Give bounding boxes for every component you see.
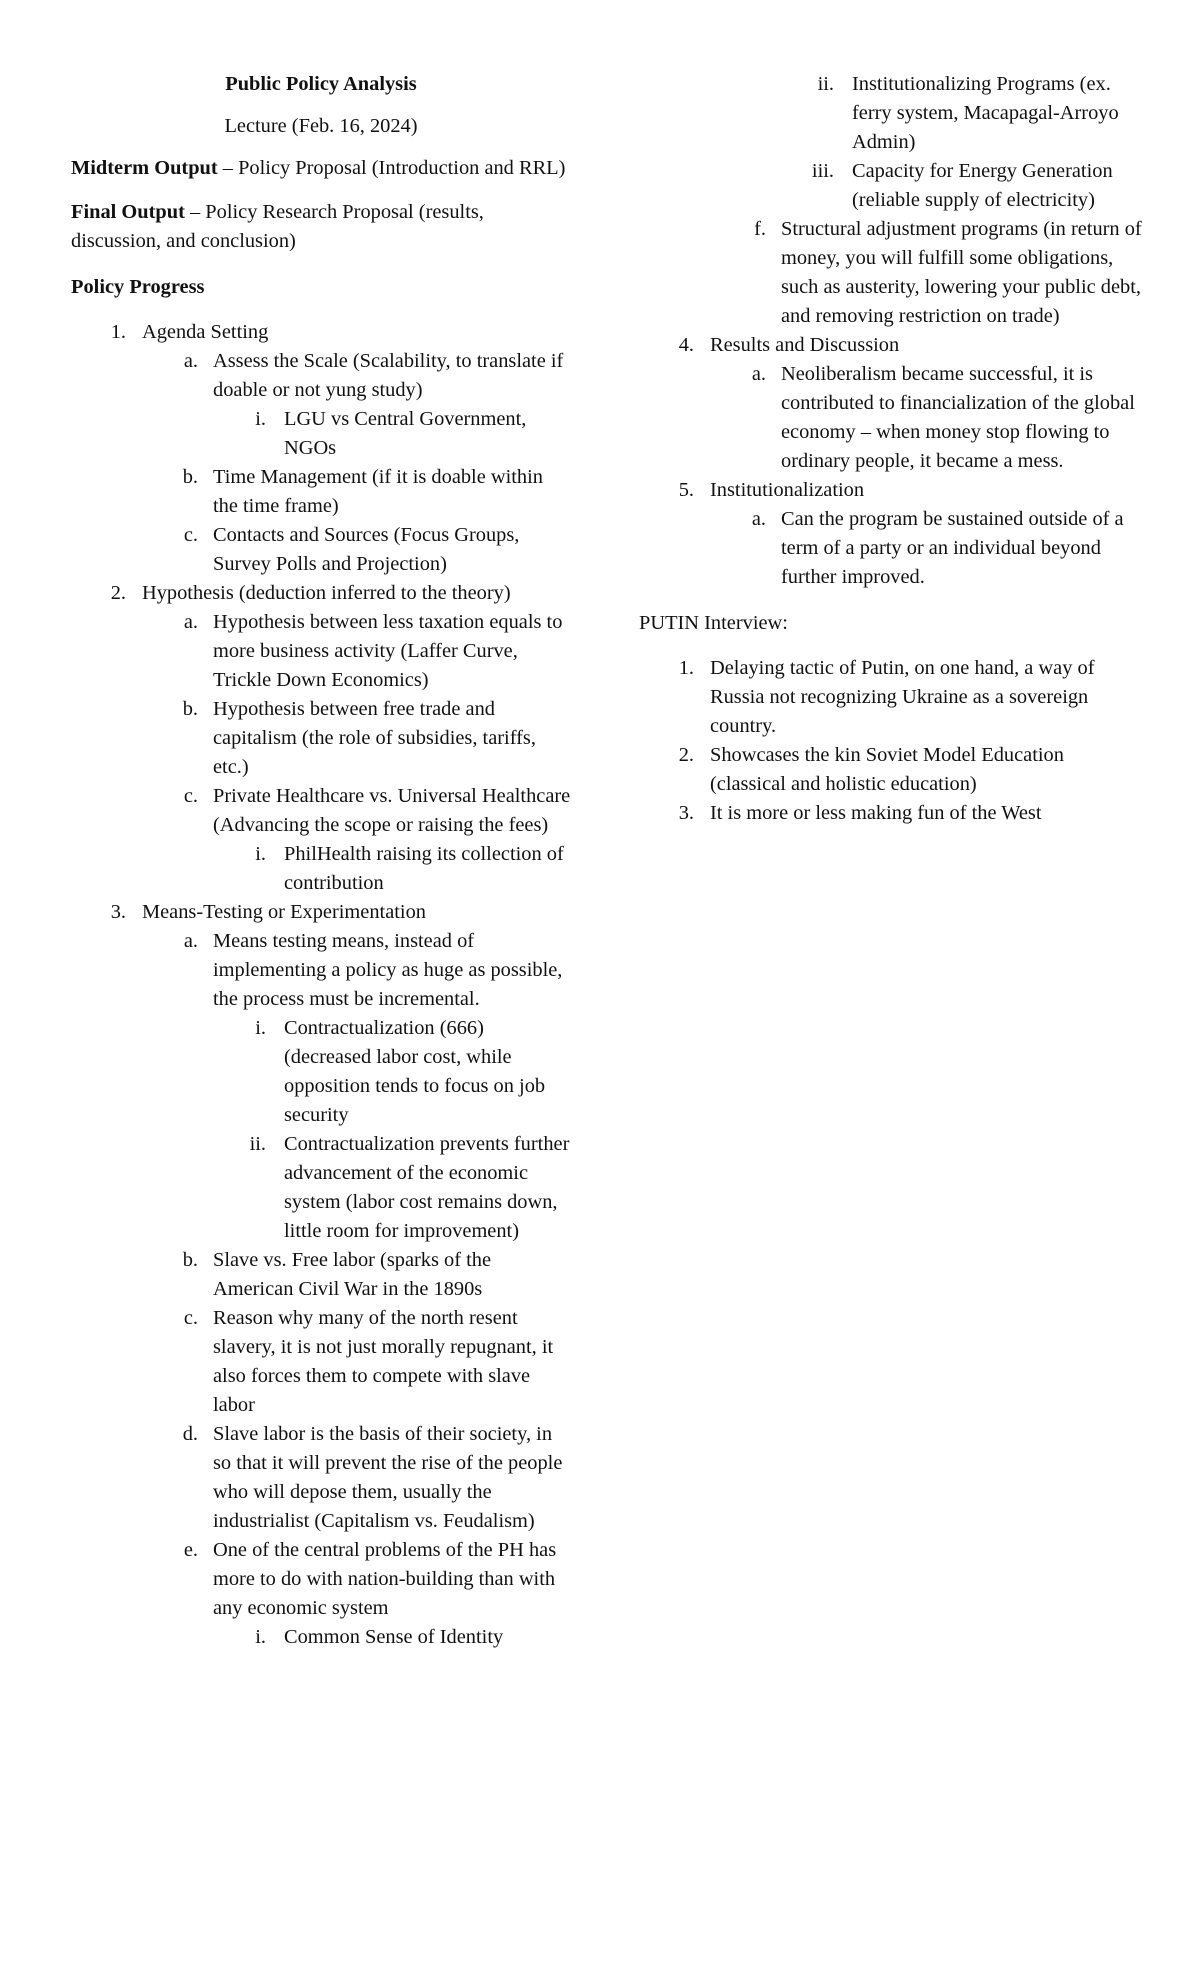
list-marker: 4.	[678, 334, 694, 356]
list-item-text: Reason why many of the north resent slavery, it is not just morally repugnant, it also forces them to compete with slave labor	[213, 1307, 554, 1416]
list-item-text: Institutionalizing Programs (ex. ferry system, Macapagal-Arroyo Admin)	[852, 73, 1119, 153]
list-item-text: Means testing means, instead of implementing a policy as huge as possible, the process must be incremental.	[213, 930, 563, 1010]
list-item	[71, 463, 571, 521]
list-marker: ii.	[817, 73, 834, 95]
list-item	[639, 654, 1144, 741]
list-item	[71, 695, 571, 782]
section-heading: Policy Progress	[71, 276, 205, 298]
list-marker: 1.	[110, 321, 126, 343]
list-item-text: Delaying tactic of Putin, on one hand, a way of Russia not recognizing Ukraine as a sovereign country.	[710, 657, 1095, 737]
list-item-text: Slave labor is the basis of their society, in so that it will prevent the rise of the people who will depose them, usually the industrialist (Capitalism vs. Feudalism)	[213, 1423, 563, 1532]
list-item	[71, 1536, 571, 1623]
list-item-text: Contractualization (666) (decreased labor cost, while opposition tends to focus on job security	[284, 1017, 546, 1126]
midterm-output-label: Midterm Output	[71, 157, 218, 179]
list-item	[71, 347, 571, 405]
final-output-label: Final Output	[71, 201, 185, 223]
list-item	[639, 157, 1144, 215]
list-item	[639, 476, 1144, 505]
list-item	[639, 215, 1144, 331]
list-item-text: Capacity for Energy Generation (reliable supply of electricity)	[852, 160, 1113, 211]
list-item	[71, 579, 571, 608]
left-column	[71, 70, 571, 1652]
list-marker: 3.	[110, 901, 126, 923]
list-marker: i.	[255, 1017, 266, 1039]
list-item	[639, 505, 1144, 592]
list-marker: 2.	[678, 744, 694, 766]
list-marker: i.	[255, 843, 266, 865]
list-item-text: Hypothesis between free trade and capitalism (the role of subsidies, tariffs, etc.)	[213, 698, 536, 778]
list-item-text: Common Sense of Identity	[284, 1626, 504, 1648]
list-item	[639, 799, 1144, 828]
midterm-output-text: – Policy Proposal (Introduction and RRL)	[217, 157, 566, 179]
putin-interview-list	[639, 654, 1144, 828]
list-item-text: Neoliberalism became successful, it is contributed to financialization of the global economy – when money stop flowing to ordinary people, it became a mess.	[781, 363, 1135, 472]
list-item	[71, 1014, 571, 1130]
list-marker: f.	[754, 218, 766, 240]
policy-progress-list	[71, 318, 571, 1652]
list-item	[71, 840, 571, 898]
list-marker: 2.	[110, 582, 126, 604]
list-item	[71, 927, 571, 1014]
list-marker: ii.	[249, 1133, 266, 1155]
list-item	[71, 1420, 571, 1536]
list-item-text: Contacts and Sources (Focus Groups, Survey Polls and Projection)	[213, 524, 520, 575]
list-item	[639, 741, 1144, 799]
list-item	[639, 70, 1144, 157]
list-item	[71, 1246, 571, 1304]
list-marker: 5.	[678, 479, 694, 501]
list-item	[71, 1130, 571, 1246]
list-item-text: Structural adjustment programs (in return of money, you will fulfill some obligations, such as austerity, lowering your public debt, and removing restriction on trade)	[781, 218, 1142, 327]
list-marker: a.	[183, 930, 198, 952]
list-item-text: Contractualization prevents further advancement of the economic system (labor cost remains down, little room for improvement)	[284, 1133, 570, 1242]
list-marker: c.	[183, 1307, 198, 1329]
list-marker: 1.	[678, 657, 694, 679]
list-item	[71, 405, 571, 463]
lecture-date: Lecture (Feb. 16, 2024)	[224, 115, 418, 137]
list-item	[71, 608, 571, 695]
list-item-text: Hypothesis between less taxation equals to more business activity (Laffer Curve, Trickle Down Economics)	[213, 611, 563, 691]
list-item-text: Agenda Setting	[142, 321, 269, 343]
list-marker: i.	[255, 408, 266, 430]
list-marker: b.	[182, 698, 198, 720]
list-item-text: Hypothesis (deduction inferred to the theory)	[142, 582, 511, 604]
list-item-text: One of the central problems of the PH has more to do with nation-building than with any economic system	[213, 1539, 557, 1619]
list-marker: b.	[182, 466, 198, 488]
list-item	[71, 521, 571, 579]
list-item-text: LGU vs Central Government, NGOs	[284, 408, 527, 459]
list-marker: d.	[182, 1423, 198, 1445]
page-title: Public Policy Analysis	[225, 73, 417, 95]
list-marker: e.	[183, 1539, 198, 1561]
list-item-text: It is more or less making fun of the West	[710, 802, 1042, 824]
right-column	[639, 70, 1144, 828]
list-item	[639, 331, 1144, 360]
list-marker: b.	[182, 1249, 198, 1271]
list-marker: a.	[751, 508, 766, 530]
list-item	[71, 1304, 571, 1420]
list-marker: i.	[255, 1626, 266, 1648]
final-output-text: – Policy Research Proposal (results, discussion, and conclusion)	[71, 201, 484, 252]
list-item-text: Time Management (if it is doable within the time frame)	[213, 466, 543, 517]
list-item	[71, 898, 571, 927]
list-marker: c.	[183, 524, 198, 546]
list-marker: a.	[183, 611, 198, 633]
policy-progress-list-continued	[639, 70, 1144, 592]
list-item-text: PhilHealth raising its collection of contribution	[284, 843, 564, 894]
list-item	[639, 360, 1144, 476]
list-item-text: Results and Discussion	[710, 334, 900, 356]
list-item-text: Can the program be sustained outside of a term of a party or an individual beyond further improved.	[781, 508, 1124, 588]
putin-heading: PUTIN Interview:	[639, 612, 788, 634]
midterm-output	[71, 154, 571, 183]
list-item	[71, 1623, 571, 1652]
list-item-text: Institutionalization	[710, 479, 865, 501]
list-item-text: Slave vs. Free labor (sparks of the American Civil War in the 1890s	[213, 1249, 492, 1300]
list-item	[71, 318, 571, 347]
list-item-text: Private Healthcare vs. Universal Healthcare (Advancing the scope or raising the fees)	[213, 785, 571, 836]
list-item	[71, 782, 571, 840]
final-output	[71, 198, 571, 256]
list-item-text: Assess the Scale (Scalability, to translate if doable or not yung study)	[213, 350, 564, 401]
list-marker: a.	[183, 350, 198, 372]
list-marker: a.	[751, 363, 766, 385]
list-item-text: Showcases the kin Soviet Model Education (classical and holistic education)	[710, 744, 1064, 795]
list-marker: iii.	[811, 160, 834, 182]
list-marker: 3.	[678, 802, 694, 824]
list-marker: c.	[183, 785, 198, 807]
list-item-text: Means-Testing or Experimentation	[142, 901, 426, 923]
